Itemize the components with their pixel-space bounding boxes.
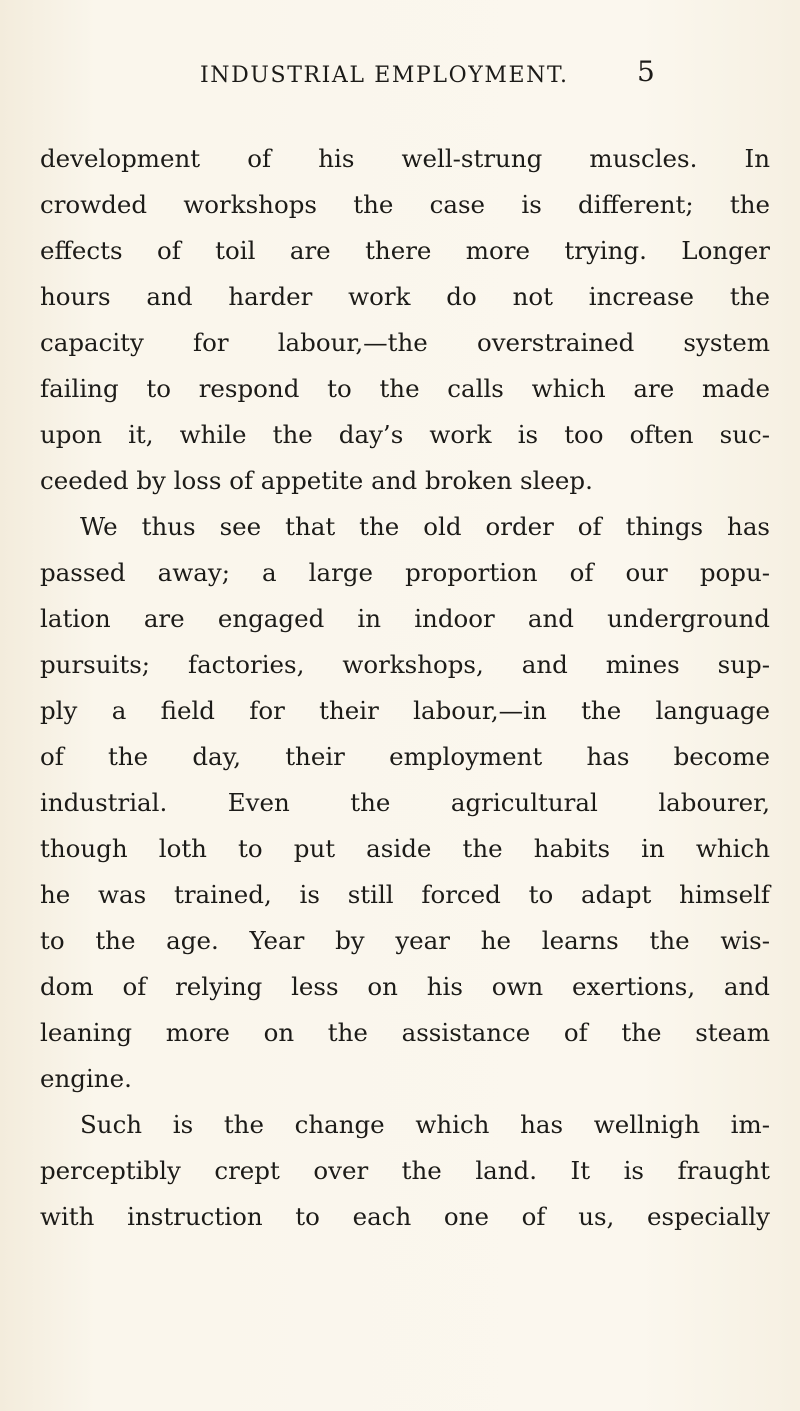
text-line: development of his well-strung muscles. In <box>40 144 770 173</box>
text-line: passed away; a large proportion of our popu- <box>40 558 770 587</box>
page-number: 5 <box>637 55 655 88</box>
text-line: perceptibly crept over the land. It is fraught <box>40 1156 770 1185</box>
text-line: though loth to put aside the habits in which <box>40 834 770 863</box>
text-line: he was trained, is still forced to adapt himself <box>40 880 770 909</box>
text-line: hours and harder work do not increase the <box>40 282 770 311</box>
paragraph-start-line: Such is the change which has wellnigh im- <box>80 1110 770 1139</box>
text-line: lation are engaged in indoor and underground <box>40 604 770 633</box>
text-line: dom of relying less on his own exertions, and <box>40 972 770 1001</box>
text-line: upon it, while the day’s work is too often suc- <box>40 420 770 449</box>
text-line: engine. <box>40 1064 132 1093</box>
text-line: crowded workshops the case is different; the <box>40 190 770 219</box>
running-title: INDUSTRIAL EMPLOYMENT. <box>200 63 569 88</box>
text-line: capacity for labour,—the overstrained system <box>40 328 770 357</box>
text-line: effects of toil are there more trying. Longer <box>40 236 770 265</box>
text-line: leaning more on the assistance of the steam <box>40 1018 770 1047</box>
text-line: of the day, their employment has become <box>40 742 770 771</box>
text-line: industrial. Even the agricultural labourer, <box>40 788 770 817</box>
paragraph-start-line: We thus see that the old order of things has <box>80 512 770 541</box>
text-line: failing to respond to the calls which are made <box>40 374 770 403</box>
text-line: to the age. Year by year he learns the wis- <box>40 926 770 955</box>
text-line: pursuits; factories, workshops, and mines sup- <box>40 650 770 679</box>
text-line: ply a field for their labour,—in the language <box>40 696 770 725</box>
body-text <box>40 136 770 1240</box>
running-head <box>0 55 800 100</box>
text-line: with instruction to each one of us, especially <box>40 1202 770 1231</box>
text-line: ceeded by loss of appetite and broken sleep. <box>40 466 593 495</box>
